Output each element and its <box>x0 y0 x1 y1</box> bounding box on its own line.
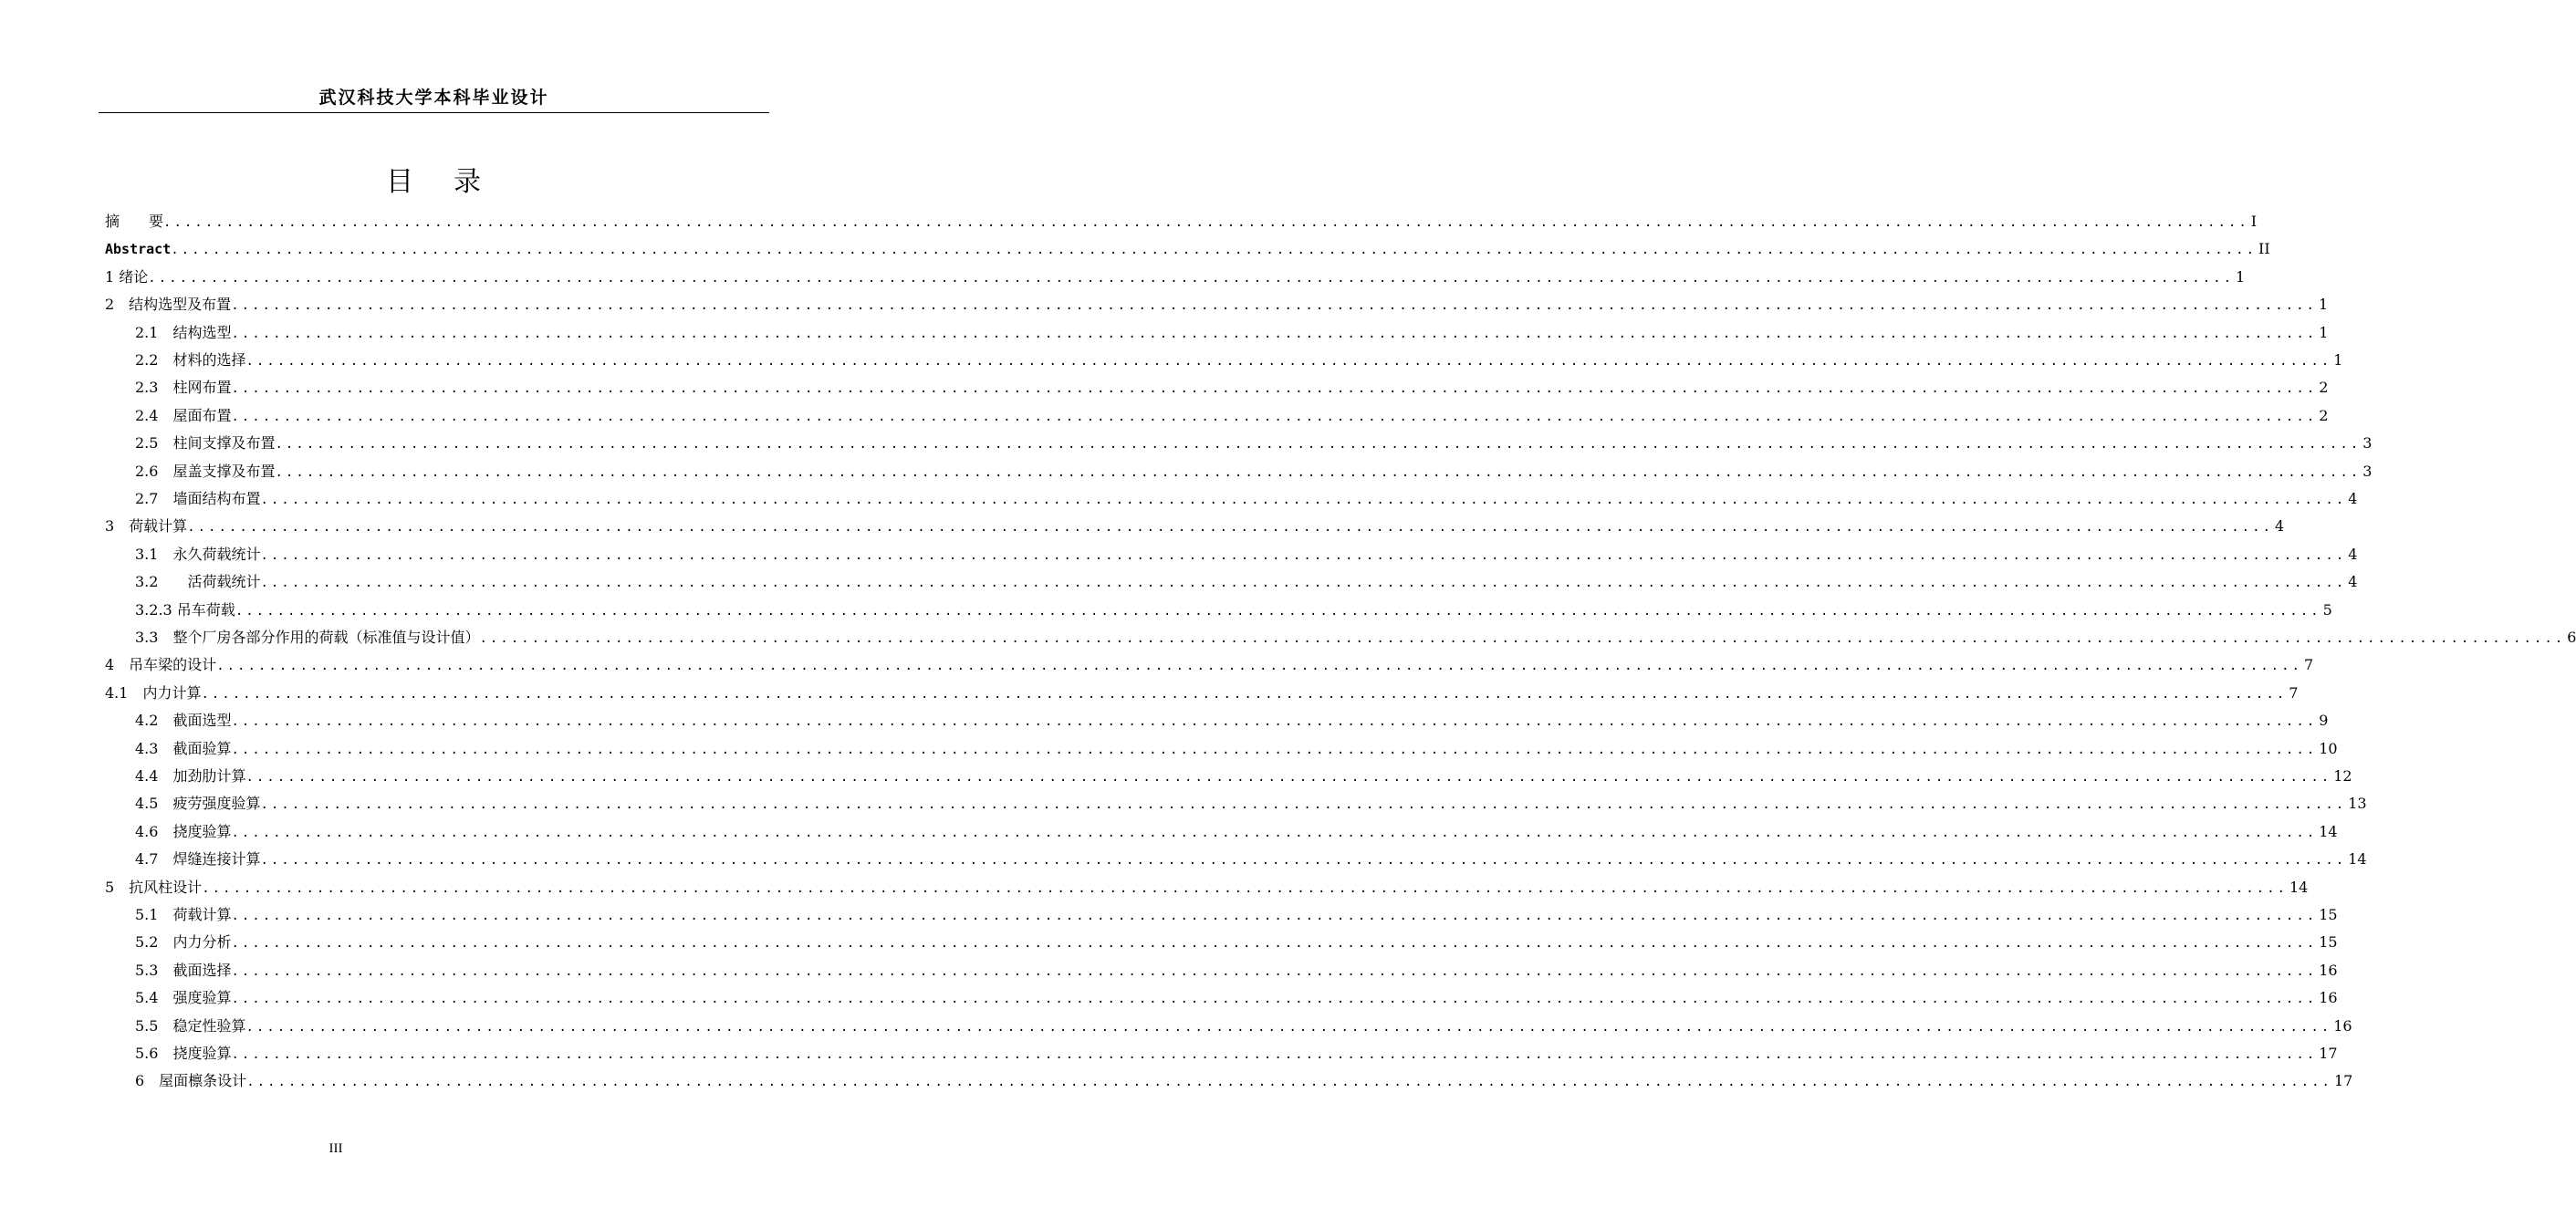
toc-entry-page: 9 <box>2319 712 2329 730</box>
toc-entry[interactable] <box>105 707 2329 734</box>
toc-dot-leader: ........................................................................................................................................................................................................ <box>246 1075 2332 1090</box>
toc-dot-leader: ........................................................................................................................................................................................................ <box>231 936 2318 952</box>
toc-entry[interactable] <box>105 513 2285 540</box>
toc-title-right: 录 <box>454 166 481 198</box>
toc-dot-leader: ........................................................................................................................................................................................................ <box>275 437 2362 453</box>
toc-entry[interactable] <box>105 1067 2353 1095</box>
toc-entry-label: 5 抗风柱设计 <box>105 878 203 896</box>
toc-entry[interactable] <box>105 319 2329 347</box>
toc-entry-label: 2.4 屋面布置 <box>135 406 232 424</box>
toc-dot-leader: ........................................................................................................................................................................................................ <box>231 298 2317 314</box>
toc-entry-label: 2.5 柱间支撑及布置 <box>135 434 276 453</box>
toc-entry[interactable] <box>105 541 2358 568</box>
toc-dot-leader: ........................................................................................................................................................................................................ <box>148 270 2235 286</box>
toc-dot-leader: ........................................................................................................................................................................................................ <box>275 464 2362 480</box>
toc-entry[interactable] <box>105 957 2338 984</box>
toc-entry-page: 17 <box>2319 1045 2338 1062</box>
running-header: 武汉科技大学本科毕业设计 <box>318 88 549 108</box>
toc-entry[interactable] <box>105 763 2352 790</box>
toc-entry-label: 2.2 材料的选择 <box>135 351 246 369</box>
header-rule <box>99 112 769 113</box>
toc-title <box>0 164 867 201</box>
toc-dot-leader: ........................................................................................................................................................................................................ <box>231 381 2318 397</box>
toc-entry[interactable] <box>105 402 2329 430</box>
toc-dot-leader: ........................................................................................................................................................................................................ <box>260 797 2347 813</box>
toc-entry-page: 15 <box>2319 933 2338 952</box>
toc-dot-leader: ........................................................................................................................................................................................................ <box>260 853 2347 869</box>
toc-dot-leader: ........................................................................................................................................................................................................ <box>163 215 2249 230</box>
toc-entry[interactable] <box>105 1040 2338 1067</box>
toc-entry-page: 13 <box>2348 795 2367 813</box>
toc-dot-leader: ........................................................................................................................................................................................................ <box>245 354 2332 369</box>
toc-entry-label: 6 屋面檩条设计 <box>135 1072 247 1090</box>
toc-entry-page: 2 <box>2319 379 2329 397</box>
toc-entry-page: 1 <box>2236 267 2246 286</box>
toc-entry[interactable] <box>105 458 2373 485</box>
toc-entry[interactable] <box>105 291 2329 318</box>
toc-entry-page: 4 <box>2348 490 2358 507</box>
toc-entry-label: 3.2 活荷载统计 <box>135 573 261 591</box>
toc-entry-page: 7 <box>2303 656 2314 674</box>
toc-entry-label: 3.3 整个厂房各部分作用的荷载（标准值与设计值） <box>135 629 480 646</box>
toc-entry-page: 17 <box>2333 1072 2353 1090</box>
toc-entry-label: 2.6 屋盖支撑及布置 <box>135 462 276 480</box>
toc-entry[interactable] <box>105 235 2270 263</box>
toc-entry-label: 2.3 柱网布置 <box>135 379 232 397</box>
toc-dot-leader: ........................................................................................................................................................................................................ <box>231 742 2318 757</box>
toc-entry[interactable] <box>105 568 2358 596</box>
toc-entry-page: 3 <box>2362 434 2373 453</box>
toc-entry[interactable] <box>105 597 2332 624</box>
toc-dot-leader: ........................................................................................................................................................................................................ <box>479 631 2566 646</box>
toc-entry-label: 5.3 截面选择 <box>135 961 232 979</box>
toc-entry-page: 14 <box>2289 878 2309 896</box>
toc-dot-leader: ........................................................................................................................................................................................................ <box>235 603 2321 619</box>
toc-entry-label: 摘 要 <box>105 213 164 230</box>
toc-entry-label: 2 结构选型及布置 <box>105 296 232 314</box>
toc-entry-page: 12 <box>2333 767 2352 785</box>
toc-entry-page: 16 <box>2319 989 2338 1007</box>
toc-entry[interactable] <box>105 846 2367 873</box>
toc-entry-label: 5.6 挠度验算 <box>135 1045 232 1062</box>
toc-entry[interactable] <box>105 651 2314 679</box>
toc-dot-leader: ........................................................................................................................................................................................................ <box>245 770 2332 785</box>
toc-entry-page: 2 <box>2319 406 2329 424</box>
toc-entry-page: 4 <box>2274 517 2285 536</box>
toc-entry-page: 7 <box>2289 683 2299 702</box>
toc-dot-leader: ........................................................................................................................................................................................................ <box>260 547 2347 563</box>
toc-entry-page: 3 <box>2362 462 2373 480</box>
toc-dot-leader: ........................................................................................................................................................................................................ <box>260 576 2347 591</box>
toc-entry[interactable] <box>105 680 2299 707</box>
toc-entry[interactable] <box>105 901 2338 929</box>
toc-entry[interactable] <box>105 430 2373 457</box>
toc-dot-leader: ........................................................................................................................................................................................................ <box>231 326 2318 341</box>
toc-entry-label: 3.1 永久荷载统计 <box>135 545 261 563</box>
toc-entry-label: Abstract <box>105 241 172 258</box>
toc-entry[interactable] <box>105 208 2258 235</box>
toc-dot-leader: ........................................................................................................................................................................................................ <box>231 409 2318 424</box>
toc-entry-label: 5.4 强度验算 <box>135 989 232 1007</box>
toc-entry[interactable] <box>105 929 2338 956</box>
toc-entry-label: 4 吊车梁的设计 <box>105 656 217 674</box>
toc-entry-label: 4.5 疲劳强度验算 <box>135 795 261 813</box>
toc-title-left: 目 <box>386 166 413 198</box>
toc-dot-leader: ........................................................................................................................................................................................................ <box>201 686 2288 702</box>
toc-entry-label: 2.7 墙面结构布置 <box>135 490 261 507</box>
toc-entry-label: 4.1 内力计算 <box>105 683 202 702</box>
toc-entry-label: 1 绪论 <box>105 267 149 286</box>
toc-dot-leader: ........................................................................................................................................................................................................ <box>245 1019 2332 1035</box>
toc-entry-page: 5 <box>2322 600 2332 619</box>
toc-dot-leader: ........................................................................................................................................................................................................ <box>231 992 2318 1007</box>
toc-entry[interactable] <box>105 485 2358 513</box>
toc-entry[interactable] <box>105 264 2246 291</box>
toc-entry-label: 4.6 挠度验算 <box>135 822 232 840</box>
toc-entry-page: 1 <box>2318 296 2329 314</box>
toc-entry-label: 3.2.3 吊车荷载 <box>135 600 235 619</box>
toc-entry-page: 15 <box>2319 906 2338 923</box>
toc-entry-page: 16 <box>2319 961 2338 979</box>
toc-dot-leader: ........................................................................................................................................................................................................ <box>171 243 2257 258</box>
toc-entry[interactable] <box>105 735 2338 763</box>
toc-dot-leader: ........................................................................................................................................................................................................ <box>231 909 2318 923</box>
toc-entry-label: 2.1 结构选型 <box>135 323 232 341</box>
toc-entry-page: 10 <box>2319 739 2338 757</box>
toc-entry-label: 5.5 稳定性验算 <box>135 1016 246 1035</box>
toc-dot-leader: ........................................................................................................................................................................................................ <box>231 1047 2318 1062</box>
toc-entry-label: 4.3 截面验算 <box>135 739 232 757</box>
toc-entry-page: 1 <box>2319 323 2329 341</box>
toc-entry-label: 5.1 荷载计算 <box>135 906 232 923</box>
toc-dot-leader: ........................................................................................................................................................................................................ <box>216 659 2302 674</box>
toc-entry-label: 4.7 焊缝连接计算 <box>135 850 261 869</box>
toc-entry[interactable] <box>105 624 2576 651</box>
toc-dot-leader: ........................................................................................................................................................................................................ <box>231 714 2318 730</box>
toc-entry[interactable] <box>105 347 2343 374</box>
toc-dot-leader: ........................................................................................................................................................................................................ <box>231 825 2318 840</box>
toc-dot-leader: ........................................................................................................................................................................................................ <box>202 880 2288 896</box>
toc-entry-label: 5.2 内力分析 <box>135 933 232 952</box>
toc-dot-leader: ........................................................................................................................................................................................................ <box>187 520 2273 536</box>
toc-dot-leader: ........................................................................................................................................................................................................ <box>231 963 2318 979</box>
toc-dot-leader: ........................................................................................................................................................................................................ <box>260 493 2347 507</box>
toc-entry-page: 4 <box>2348 545 2358 563</box>
toc-entry-page: II <box>2258 240 2270 258</box>
toc-entry-page: 16 <box>2333 1016 2352 1035</box>
toc-entry[interactable] <box>105 1013 2352 1040</box>
toc-entry-label: 3 荷载计算 <box>105 517 188 536</box>
toc-entry[interactable] <box>105 874 2309 901</box>
toc-entry-page: 14 <box>2319 822 2338 840</box>
toc-entry-label: 4.4 加劲肋计算 <box>135 767 246 785</box>
page-number: III <box>329 1141 343 1156</box>
toc-entry[interactable] <box>105 818 2338 846</box>
toc-entry[interactable] <box>105 374 2329 401</box>
toc-entry-page: 4 <box>2348 573 2358 591</box>
toc-entry-page: 6 <box>2567 629 2576 646</box>
toc-entry-page: 1 <box>2333 351 2343 369</box>
toc-entry-page: 14 <box>2348 850 2367 869</box>
toc-entry[interactable] <box>105 984 2338 1012</box>
toc-entry-label: 4.2 截面选型 <box>135 712 232 730</box>
toc-entry[interactable] <box>105 790 2367 817</box>
toc-entry-page: I <box>2250 213 2258 230</box>
